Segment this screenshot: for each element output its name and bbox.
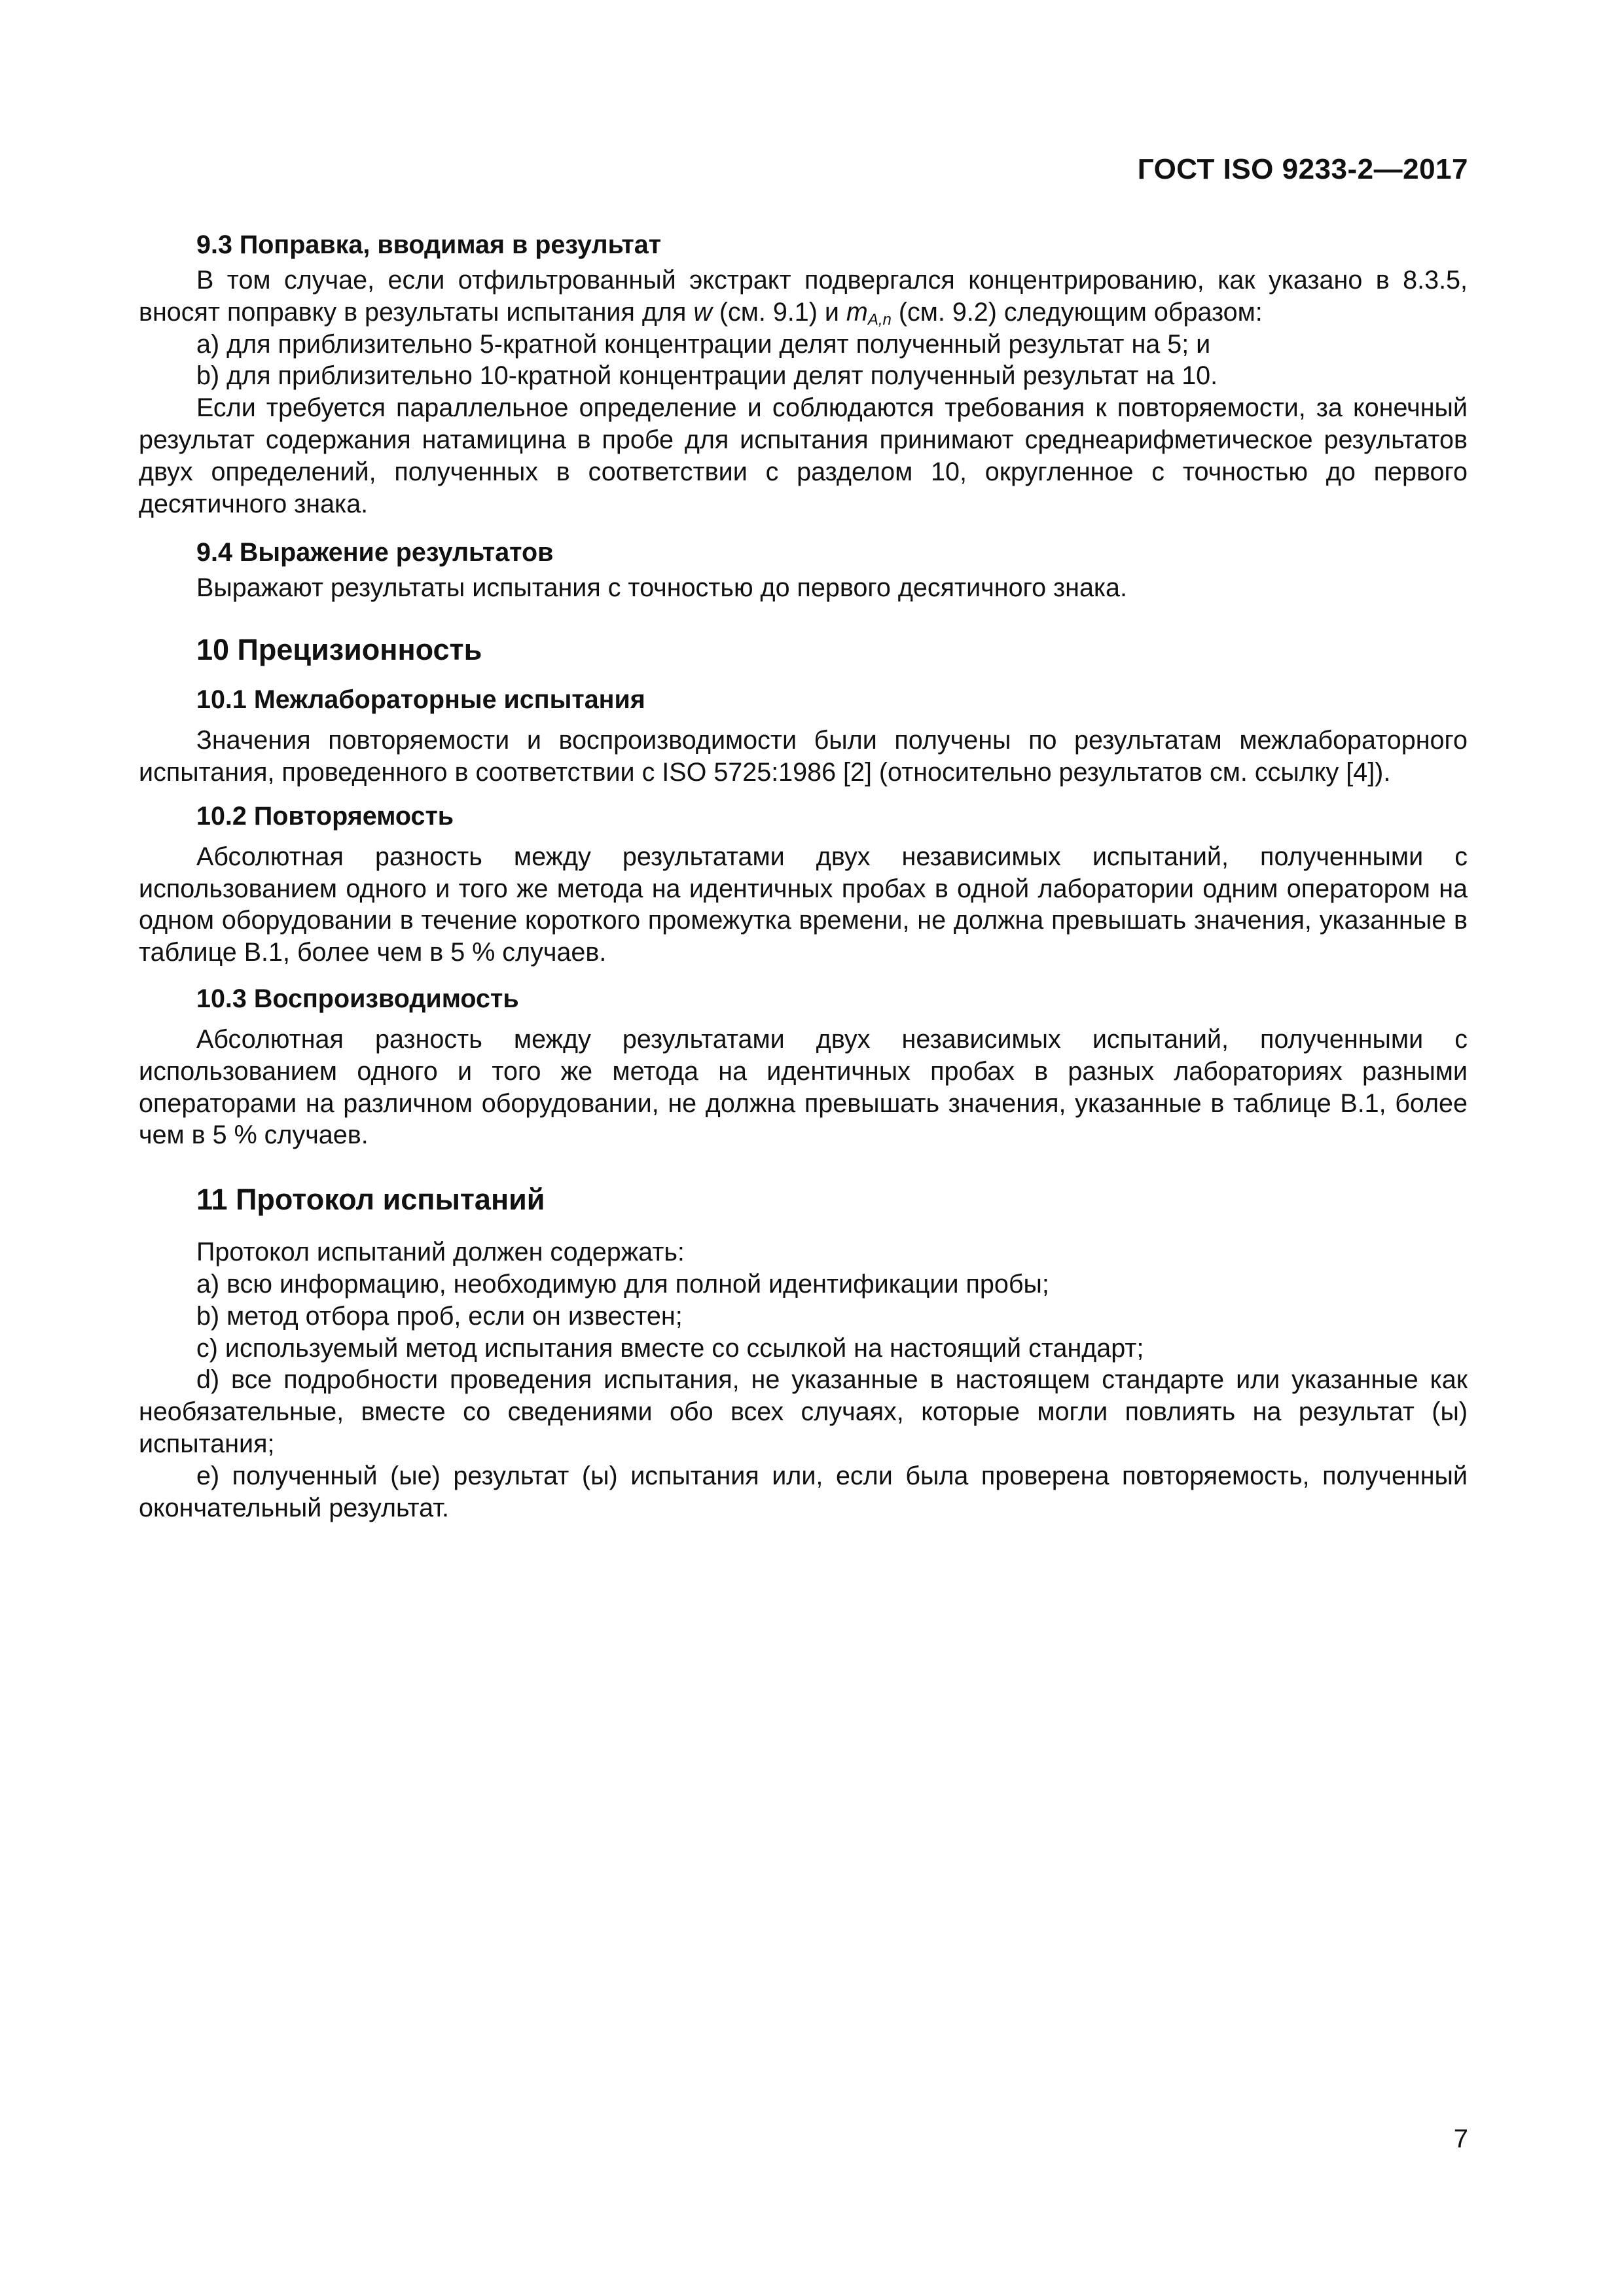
symbol-m-subscript: A,n — [867, 310, 892, 329]
section-9-3-paragraph-2: Если требуется параллельное определение и соблюдаются требования к повторяемости, за конечный результат содержания натамицина в пробе для испытания принимают среднеарифметическое результатов двух определений, полученных в соответствии с разделом 10, округленное с точностью до первого десятичного знака. — [139, 393, 1468, 518]
text-run: (см. 9.2) следующим образом: — [891, 297, 1263, 327]
section-9-3-item-b: b) для приблизительно 10-кратной концентрации делят полученный результат на 10. — [196, 361, 1218, 391]
section-11-item-b: b) метод отбора проб, если он известен; — [196, 1301, 683, 1331]
section-10-3-paragraph: Абсолютная разность между результатами двух независимых испытаний, полученными с использованием одного и того же метода на идентичных пробах в разных лабораториях разными операторами на различном оборудовании, не должна превышать значения, указанные в таблице В.1, более чем в 5 % случаев. — [139, 1024, 1468, 1150]
section-9-4-paragraph: Выражают результаты испытания с точностью до первого десятичного знака. — [196, 573, 1127, 603]
section-9-4-title: 9.4 Выражение результатов — [196, 538, 554, 567]
symbol-w: w — [693, 297, 712, 327]
section-11-item-c: c) используемый метод испытания вместе со ссылкой на настоящий стандарт; — [196, 1333, 1144, 1363]
section-9-3-paragraph-1 — [139, 264, 1468, 329]
section-10-2-paragraph: Абсолютная разность между результатами двух независимых испытаний, полученными с использованием одного и того же метода на идентичных пробах в одной лаборатории одним оператором на одном оборудовании в течение короткого промежутка времени, не должна превышать значения, указанные в таблице В.1, более чем в 5 % случаев. — [139, 842, 1468, 967]
section-10-title: 10 Прецизионность — [196, 633, 482, 667]
text-run: (см. 9.1) и — [712, 297, 846, 327]
page-number: 7 — [1453, 2125, 1468, 2153]
section-11-intro: Протокол испытаний должен содержать: — [196, 1238, 685, 1267]
document-code-header: ГОСТ ISO 9233-2—2017 — [1137, 153, 1468, 185]
section-10-1-paragraph: Значения повторяемости и воспроизводимости были получены по результатам межлабораторного испытания, проведенного в соответствии с ISO 5725:1986 [2] (относительно результатов см. ссылку [4]). — [139, 726, 1468, 787]
section-10-1-title: 10.1 Межлабораторные испытания — [196, 685, 645, 715]
section-9-3-title: 9.3 Поправка, вводимая в результат — [196, 230, 662, 259]
section-11-item-e: e) полученный (ые) результат (ы) испытания или, если была проверена повторяемость, полученный окончательный результат. — [139, 1461, 1468, 1522]
section-11-title: 11 Протокол испытаний — [196, 1183, 545, 1217]
section-9-3-item-a: a) для приблизительно 5-кратной концентрации делят полученный результат на 5; и — [196, 329, 1211, 359]
text-run: В том случае, если отфильтрованный экстракт подвергался концентрированию, как указано в 8.3.5, вносят поправку в результаты испытания для — [139, 266, 1468, 327]
section-11-item-a: a) всю информацию, необходимую для полной идентификации пробы; — [196, 1269, 1049, 1299]
section-10-2-title: 10.2 Повторяемость — [196, 801, 454, 831]
section-11-item-d: d) все подробности проведения испытания, не указанные в настоящем стандарте или указанные как необязательные, вместе со сведениями обо всех случаях, которые могли повлиять на результат (ы) испытания; — [139, 1365, 1468, 1458]
page-content — [139, 229, 1468, 1524]
section-10-3-title: 10.3 Воспроизводимость — [196, 984, 519, 1013]
symbol-m: m — [846, 297, 868, 327]
